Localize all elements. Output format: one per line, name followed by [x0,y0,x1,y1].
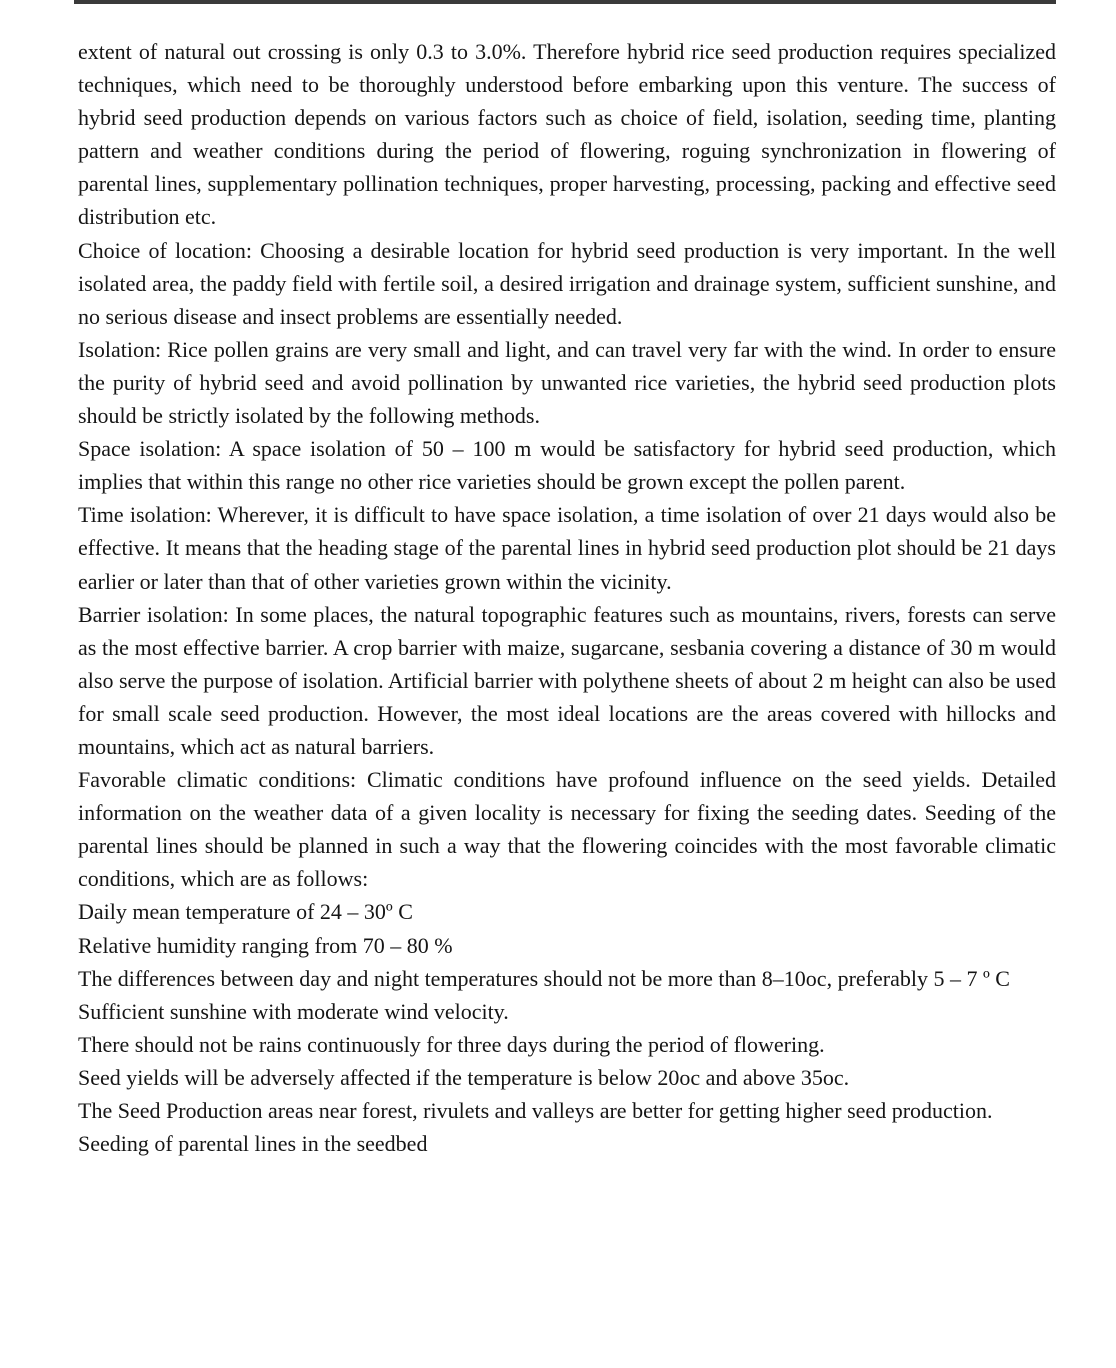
document-page [78,35,1056,1160]
paragraph-space-isolation: Space isolation: A space isolation of 50 – 100 m would be satisfactory for hybrid seed production, which implies that within this range no other rice varieties should be grown except the pollen parent. [78,436,1056,495]
condition-day-night-difference: The differences between day and night temperatures should not be more than 8–10oc, preferably 5 – 7 º C [78,965,1010,991]
paragraph-intro: extent of natural out crossing is only 0.3 to 3.0%. Therefore hybrid rice seed production requires specialized techniques, which need to be thoroughly understood before embarking upon this venture. The success of hybrid seed production depends on various factors such as choice of field, isolation, seeding time, planting pattern and weather conditions during the period of flowering, roguing synchronization in flowering of parental lines, supplementary pollination techniques, proper harvesting, processing, packing and effective seed distribution etc. [78,39,1056,230]
top-rule [74,0,1056,4]
heading-seeding-parental-lines: Seeding of parental lines in the seedbed [78,1131,428,1157]
condition-temperature-limits: Seed yields will be adversely affected if the temperature is below 20oc and above 35oc. [78,1064,850,1090]
condition-humidity: Relative humidity ranging from 70 – 80 % [78,932,453,958]
paragraph-choice-of-location: Choice of location: Choosing a desirable location for hybrid seed production is very important. In the well isolated area, the paddy field with fertile soil, a desired irrigation and drainage system, sufficient sunshine, and no serious disease and insect problems are essentially needed. [78,237,1056,329]
paragraph-climatic-conditions: Favorable climatic conditions: Climatic conditions have profound influence on the seed yields. Detailed information on the weather data of a given locality is necessary for fixing the seeding dates. Seeding of the parental lines should be planned in such a way that the flowering coincides with the most favorable climatic conditions, which are as follows: [78,767,1056,892]
paragraph-production-areas: The Seed Production areas near forest, rivulets and valleys are better for getting higher seed production. [78,1098,993,1123]
paragraph-barrier-isolation: Barrier isolation: In some places, the natural topographic features such as mountains, rivers, forests can serve as the most effective barrier. A crop barrier with maize, sugarcane, sesbania covering a distance of 30 m would also serve the purpose of isolation. Artificial barrier with polythene sheets of about 2 m height can also be used for small scale seed production. However, the most ideal locations are the areas covered with hillocks and mountains, which act as natural barriers. [78,601,1056,759]
condition-rain: There should not be rains continuously for three days during the period of flowering. [78,1031,825,1057]
condition-sunshine: Sufficient sunshine with moderate wind velocity. [78,998,509,1024]
paragraph-isolation: Isolation: Rice pollen grains are very small and light, and can travel very far with the wind. In order to ensure the purity of hybrid seed and avoid pollination by unwanted rice varieties, the hybrid seed production plots should be strictly isolated by the following methods. [78,336,1056,429]
condition-temperature: Daily mean temperature of 24 – 30º C [78,899,413,925]
paragraph-time-isolation: Time isolation: Wherever, it is difficult to have space isolation, a time isolation of over 21 days would also be effective. It means that the heading stage of the parental lines in hybrid seed production plot should be 21 days earlier or later than that of other varieties grown within the vicinity. [78,502,1056,594]
